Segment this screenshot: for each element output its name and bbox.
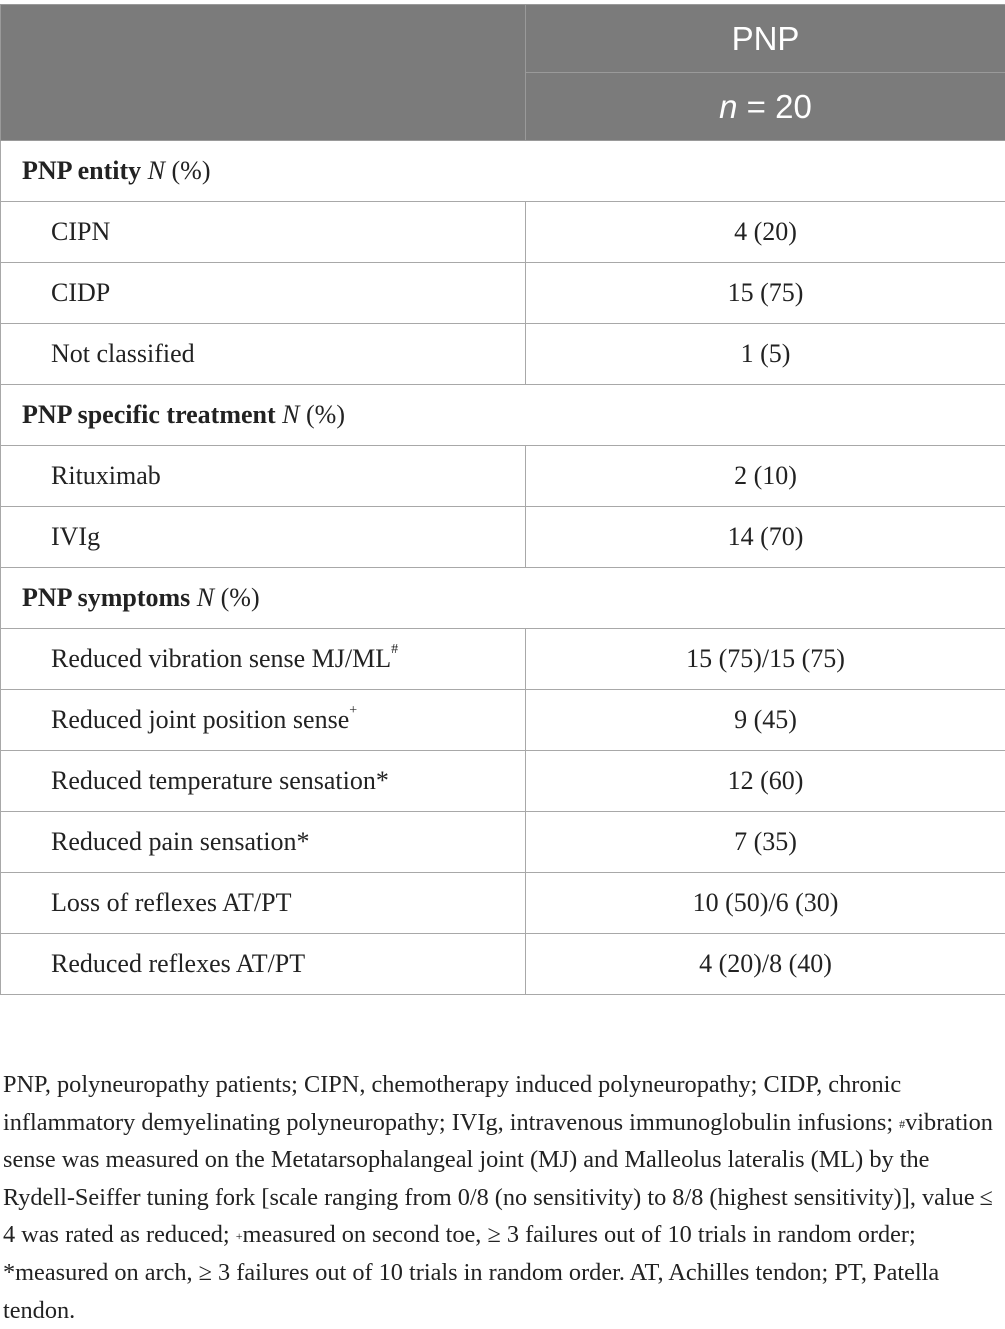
row-label-cell: [1, 202, 526, 263]
section-title-bold: PNP entity: [22, 156, 148, 185]
row-value: 12 (60): [526, 751, 1005, 812]
table-row: [1, 263, 1005, 324]
row-label-cell: [1, 690, 526, 751]
header-blank-cell: [1, 5, 526, 141]
section-title-bold: PNP symptoms: [22, 583, 197, 612]
row-value: 4 (20): [526, 202, 1005, 263]
table-row: [1, 507, 1005, 568]
row-value: 4 (20)/8 (40): [526, 934, 1005, 995]
row-label: Reduced reflexes AT/PT: [51, 949, 306, 978]
section-title-n: N: [147, 156, 165, 185]
row-value: 7 (35): [526, 812, 1005, 873]
section-title: [1, 385, 1005, 446]
row-label-cell: [1, 324, 526, 385]
row-label: Loss of reflexes AT/PT: [51, 888, 292, 917]
row-value: 2 (10): [526, 446, 1005, 507]
section-title-n: N: [282, 400, 300, 429]
row-label: Rituximab: [51, 461, 161, 490]
header-row-title: [1, 5, 1005, 73]
row-label-cell: [1, 629, 526, 690]
header-group-title: PNP: [526, 5, 1005, 73]
section-title-n: N: [196, 583, 215, 612]
footnote-sup-plus: +: [235, 1229, 243, 1244]
table-row: [1, 690, 1005, 751]
section-header-row: [1, 568, 1005, 629]
row-value: 9 (45): [526, 690, 1005, 751]
row-label: Reduced pain sensation*: [51, 827, 310, 856]
n-variable: n: [719, 87, 738, 125]
table-row: [1, 873, 1005, 934]
footnote-part3: measured on second toe, ≥ 3 failures out of 10 trials in random order; *measured on arch, ≥ 3 failures out of 10 trials in random order. AT, Achilles tendon; PT, Patella tendon.: [3, 1221, 940, 1324]
footnote-part2: vibration sense was measured on the Metatarsophalangeal joint (MJ) and Malleolus lateralis (ML) by the Rydell-Seiffer tuning fork [scale ranging from 0/8 (no sensitivity) to 8/8 (highest sensitivity)], value ≤ 4 was rated as reduced;: [3, 1108, 998, 1249]
n-value: = 20: [737, 87, 812, 125]
row-label: Reduced joint position sense: [51, 705, 350, 734]
row-value: 15 (75)/15 (75): [526, 629, 1005, 690]
table-body: [1, 141, 1005, 995]
row-value: 1 (5): [526, 324, 1005, 385]
table-row: [1, 446, 1005, 507]
section-title-pct: (%): [299, 400, 345, 429]
row-label-cell: [1, 934, 526, 995]
row-label: Reduced temperature sensation*: [51, 766, 389, 795]
row-label-cell: [1, 751, 526, 812]
row-label-footnote-mark: #: [391, 642, 399, 657]
footnote-part1: PNP, polyneuropathy patients; CIPN, chemotherapy induced polyneuropathy; CIDP, chronic inflammatory demyelinating polyneuropathy; IVIg, intravenous immunoglobulin infusions;: [3, 1071, 902, 1136]
row-label: IVIg: [51, 522, 101, 551]
section-title-pct: (%): [165, 156, 211, 185]
row-label-cell: [1, 446, 526, 507]
row-value: 10 (50)/6 (30): [526, 873, 1005, 934]
row-label-cell: [1, 873, 526, 934]
table-row: [1, 934, 1005, 995]
table-row: [1, 629, 1005, 690]
section-header-row: [1, 141, 1005, 202]
row-label: CIDP: [51, 278, 111, 307]
section-title: [1, 568, 1005, 629]
row-value: 15 (75): [526, 263, 1005, 324]
row-label: Not classified: [51, 339, 195, 368]
table-row: [1, 812, 1005, 873]
row-label-cell: [1, 507, 526, 568]
patient-characteristics-table: [0, 4, 1005, 995]
table-row: [1, 324, 1005, 385]
row-label-cell: [1, 263, 526, 324]
section-title-pct: (%): [214, 583, 260, 612]
row-value: 14 (70): [526, 507, 1005, 568]
row-label-footnote-mark: +: [349, 703, 358, 718]
table-footnote: [3, 1066, 1003, 1329]
row-label: Reduced vibration sense MJ/ML: [51, 644, 392, 673]
header-sample-size: [526, 73, 1005, 141]
row-label-cell: [1, 812, 526, 873]
section-title-bold: PNP specific treatment: [22, 400, 283, 429]
table-row: [1, 202, 1005, 263]
footnote-sup-hash: #: [899, 1116, 906, 1131]
row-label: CIPN: [51, 217, 111, 246]
section-title: [1, 141, 1005, 202]
table-row: [1, 751, 1005, 812]
section-header-row: [1, 385, 1005, 446]
